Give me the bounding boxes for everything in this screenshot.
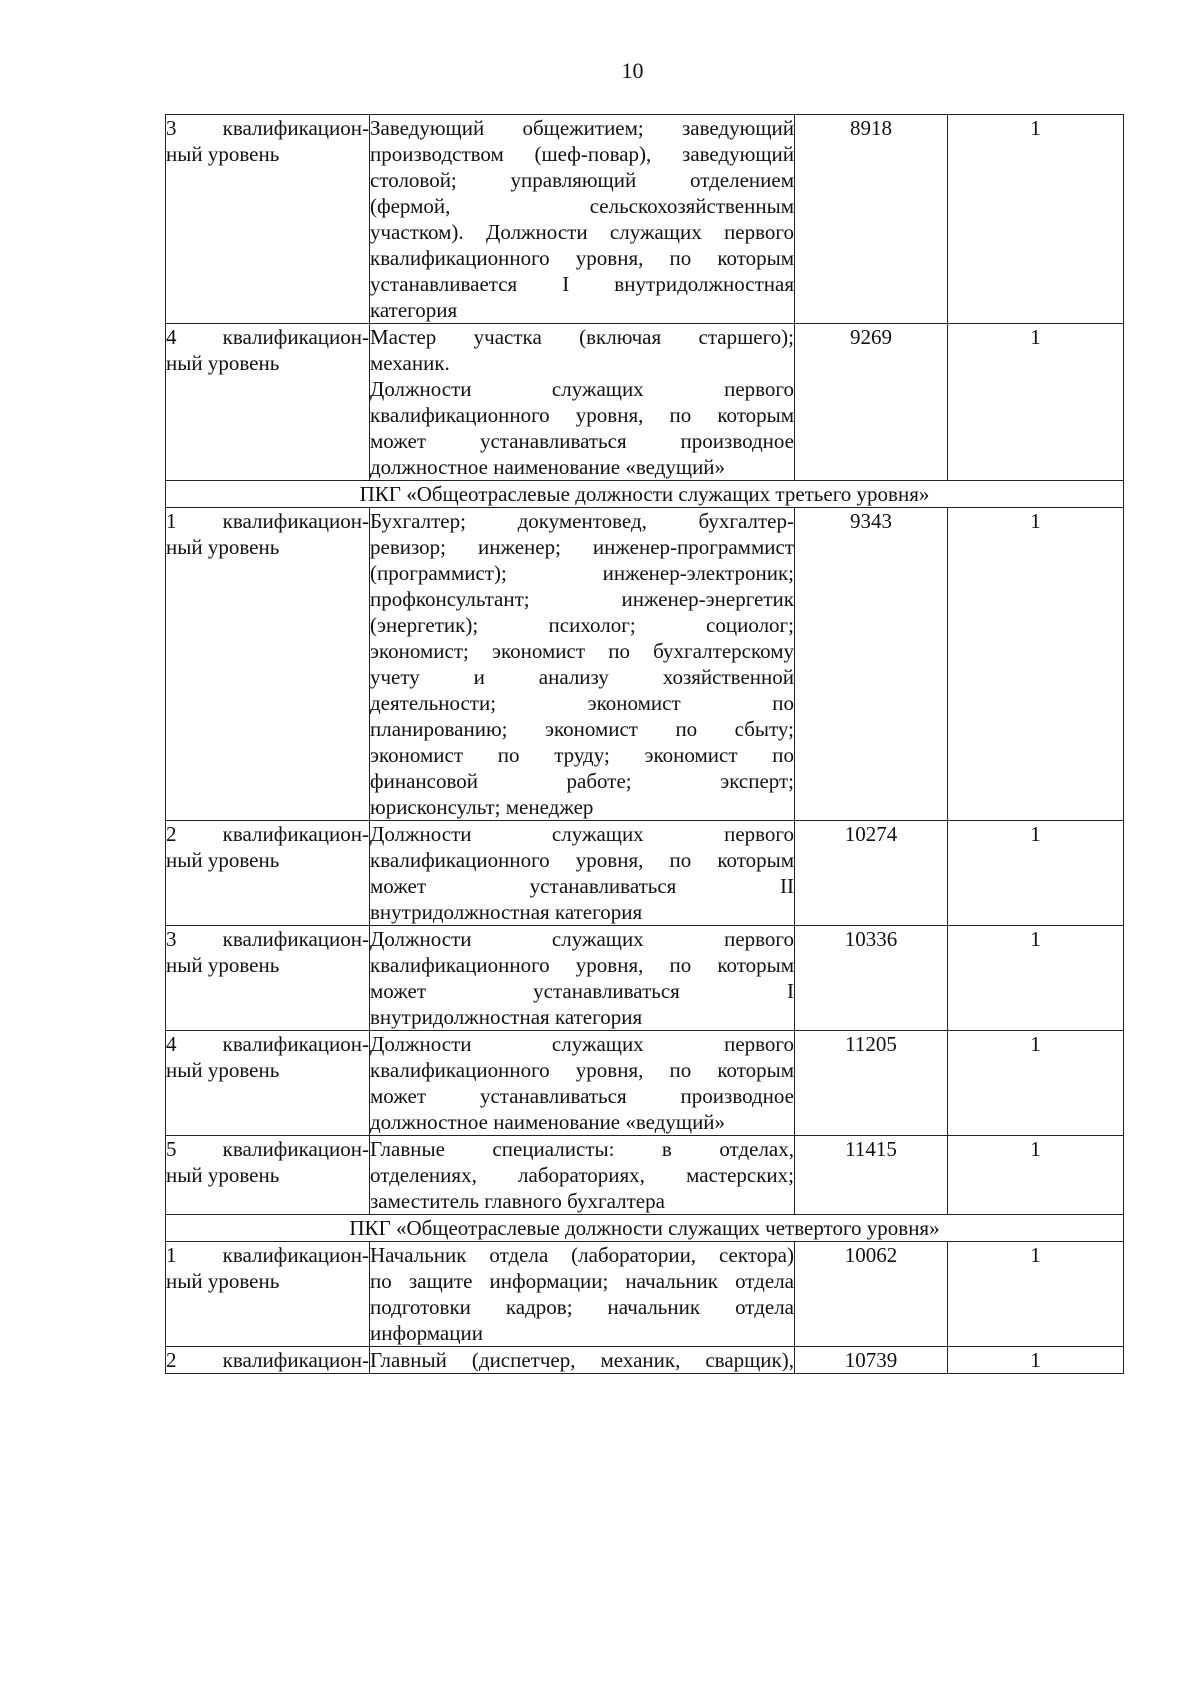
description-line: экономист; экономист по бухгалтерскому [370,639,794,663]
description-line: устанавливается I внутридолжностная [370,272,794,296]
qualification-level-word: квалификацион- [222,1137,369,1161]
position-description-cell [370,324,795,481]
position-description-cell [370,1031,795,1136]
description-line: (энергетик); психолог; социолог; [370,613,794,637]
description-line: Заведующий общежитием; заведующий [370,116,794,140]
description-line: финансовой работе; эксперт; [370,769,794,793]
qualification-level-word: квалификацион- [222,1032,369,1056]
coefficient-cell: 1 [948,1242,1124,1347]
description-line: деятельности; экономист по [370,691,794,715]
qualification-level-number: 2 [166,1348,177,1372]
description-line: Главные специалисты: в отделах, [370,1137,794,1161]
position-description-cell [370,1136,795,1215]
position-description-cell [370,1347,795,1374]
section-title: ПКГ «Общеотраслевые должности служащих третьего уровня» [166,481,1124,508]
qualification-level-rest: ный уровень [166,142,280,166]
qualification-level-rest: ный уровень [166,351,280,375]
salary-cell: 10062 [795,1242,948,1347]
qualification-level-word: квалификацион- [222,927,369,951]
section-title: ПКГ «Общеотраслевые должности служащих четвертого уровня» [166,1215,1124,1242]
description-line: квалификационного уровня, по которым [370,1058,794,1082]
description-line: может устанавливаться I [370,979,794,1003]
salary-cell: 10274 [795,821,948,926]
table-row [166,926,1124,1031]
description-line: Мастер участка (включая старшего); [370,325,794,349]
description-line: может устанавливаться производное [370,429,794,453]
description-line: информации [370,1321,483,1345]
qualification-level-line [166,115,369,141]
coefficient-cell: 1 [948,1136,1124,1215]
description-line: юрисконсульт; менеджер [370,795,594,819]
description-line: Должности служащих первого [370,822,794,846]
table-row [166,1136,1124,1215]
qualification-level-line [166,324,369,350]
qualification-level-cell [166,821,370,926]
qualification-level-cell [166,1136,370,1215]
description-line: Главный (диспетчер, механик, сварщик), [370,1348,794,1372]
description-line: экономист по труду; экономист по [370,743,794,767]
salary-cell: 10336 [795,926,948,1031]
qualification-level-line [166,508,369,534]
qualification-level-number: 3 [166,116,177,140]
description-line: квалификационного уровня, по которым [370,953,794,977]
salary-cell: 11415 [795,1136,948,1215]
description-line: механик. [370,351,450,375]
qualification-level-rest: ный уровень [166,1269,280,1293]
coefficient-cell: 1 [948,821,1124,926]
qualification-level-number: 4 [166,325,177,349]
qualification-level-number: 3 [166,927,177,951]
table-row [166,1031,1124,1136]
description-line: Начальник отдела (лаборатории, сектора) [370,1243,794,1267]
qualification-level-cell [166,1031,370,1136]
description-line: заместитель главного бухгалтера [370,1189,665,1213]
description-line: внутридолжностная категория [370,1005,643,1029]
qualification-level-number: 1 [166,1243,177,1267]
qualification-level-line [166,821,369,847]
position-description-cell [370,926,795,1031]
description-line: профконсультант; инженер-энергетик [370,587,794,611]
qualification-level-line [166,1031,369,1057]
qualification-level-word: квалификацион- [222,116,369,140]
qualification-level-word: квалификацион- [222,822,369,846]
description-line: участком). Должности служащих первого [370,220,794,244]
description-line: отделениях, лабораториях, мастерских; [370,1163,794,1187]
table-row [166,115,1124,324]
position-description-cell [370,821,795,926]
qualification-level-cell [166,324,370,481]
description-line: производством (шеф-повар), заведующий [370,142,794,166]
qualification-level-word: квалификацион- [222,509,369,533]
coefficient-cell: 1 [948,1347,1124,1374]
coefficient-cell: 1 [948,926,1124,1031]
description-line: должностное наименование «ведущий» [370,1110,726,1134]
coefficient-cell: 1 [948,508,1124,821]
section-row [166,481,1124,508]
description-line: Бухгалтер; документовед, бухгалтер- [370,509,794,533]
qualification-level-rest: ный уровень [166,535,280,559]
coefficient-cell: 1 [948,324,1124,481]
table-row [166,1242,1124,1347]
qualification-level-number: 4 [166,1032,177,1056]
position-description-cell [370,508,795,821]
description-line: по защите информации; начальник отдела [370,1269,794,1293]
qualification-level-cell [166,926,370,1031]
qualification-level-word: квалификацион- [222,325,369,349]
salary-cell: 11205 [795,1031,948,1136]
qualification-level-rest: ный уровень [166,953,280,977]
qualification-level-line [166,1347,369,1373]
description-line: должностное наименование «ведущий» [370,455,726,479]
salary-cell: 9269 [795,324,948,481]
page-number: 10 [621,58,644,83]
qualification-level-cell [166,508,370,821]
table-row [166,821,1124,926]
description-line: квалификационного уровня, по которым [370,848,794,872]
description-line: ревизор; инженер; инженер-программист [370,535,794,559]
qualification-level-rest: ный уровень [166,848,280,872]
salary-cell: 8918 [795,115,948,324]
salary-table [165,114,1124,1374]
qualification-level-line [166,1136,369,1162]
description-line: Должности служащих первого [370,377,794,401]
position-description-cell [370,115,795,324]
qualification-level-rest: ный уровень [166,1163,280,1187]
description-line: (фермой, сельскохозяйственным [370,194,794,218]
description-line: учету и анализу хозяйственной [370,665,794,689]
description-line: квалификационного уровня, по которым [370,246,794,270]
description-line: внутридолжностная категория [370,900,643,924]
section-row [166,1215,1124,1242]
description-line: столовой; управляющий отделением [370,168,794,192]
qualification-level-word: квалификацион- [222,1243,369,1267]
description-line: категория [370,298,458,322]
qualification-level-line [166,926,369,952]
qualification-level-number: 2 [166,822,177,846]
qualification-level-word: квалификацион- [222,1348,369,1372]
salary-table-body [166,115,1124,1374]
qualification-level-cell [166,1242,370,1347]
qualification-level-number: 1 [166,509,177,533]
qualification-level-line [166,1242,369,1268]
salary-cell: 10739 [795,1347,948,1374]
description-line: подготовки кадров; начальник отдела [370,1295,794,1319]
coefficient-cell: 1 [948,1031,1124,1136]
coefficient-cell: 1 [948,115,1124,324]
description-line: планированию; экономист по сбыту; [370,717,794,741]
description-line: (программист); инженер-электроник; [370,561,794,585]
table-row [166,324,1124,481]
description-line: может устанавливаться II [370,874,794,898]
qualification-level-cell [166,115,370,324]
description-line: Должности служащих первого [370,927,794,951]
table-row [166,508,1124,821]
position-description-cell [370,1242,795,1347]
qualification-level-cell [166,1347,370,1374]
description-line: может устанавливаться производное [370,1084,794,1108]
description-line: квалификационного уровня, по которым [370,403,794,427]
salary-cell: 9343 [795,508,948,821]
description-line: Должности служащих первого [370,1032,794,1056]
qualification-level-rest: ный уровень [166,1058,280,1082]
qualification-level-number: 5 [166,1137,177,1161]
table-row [166,1347,1124,1374]
